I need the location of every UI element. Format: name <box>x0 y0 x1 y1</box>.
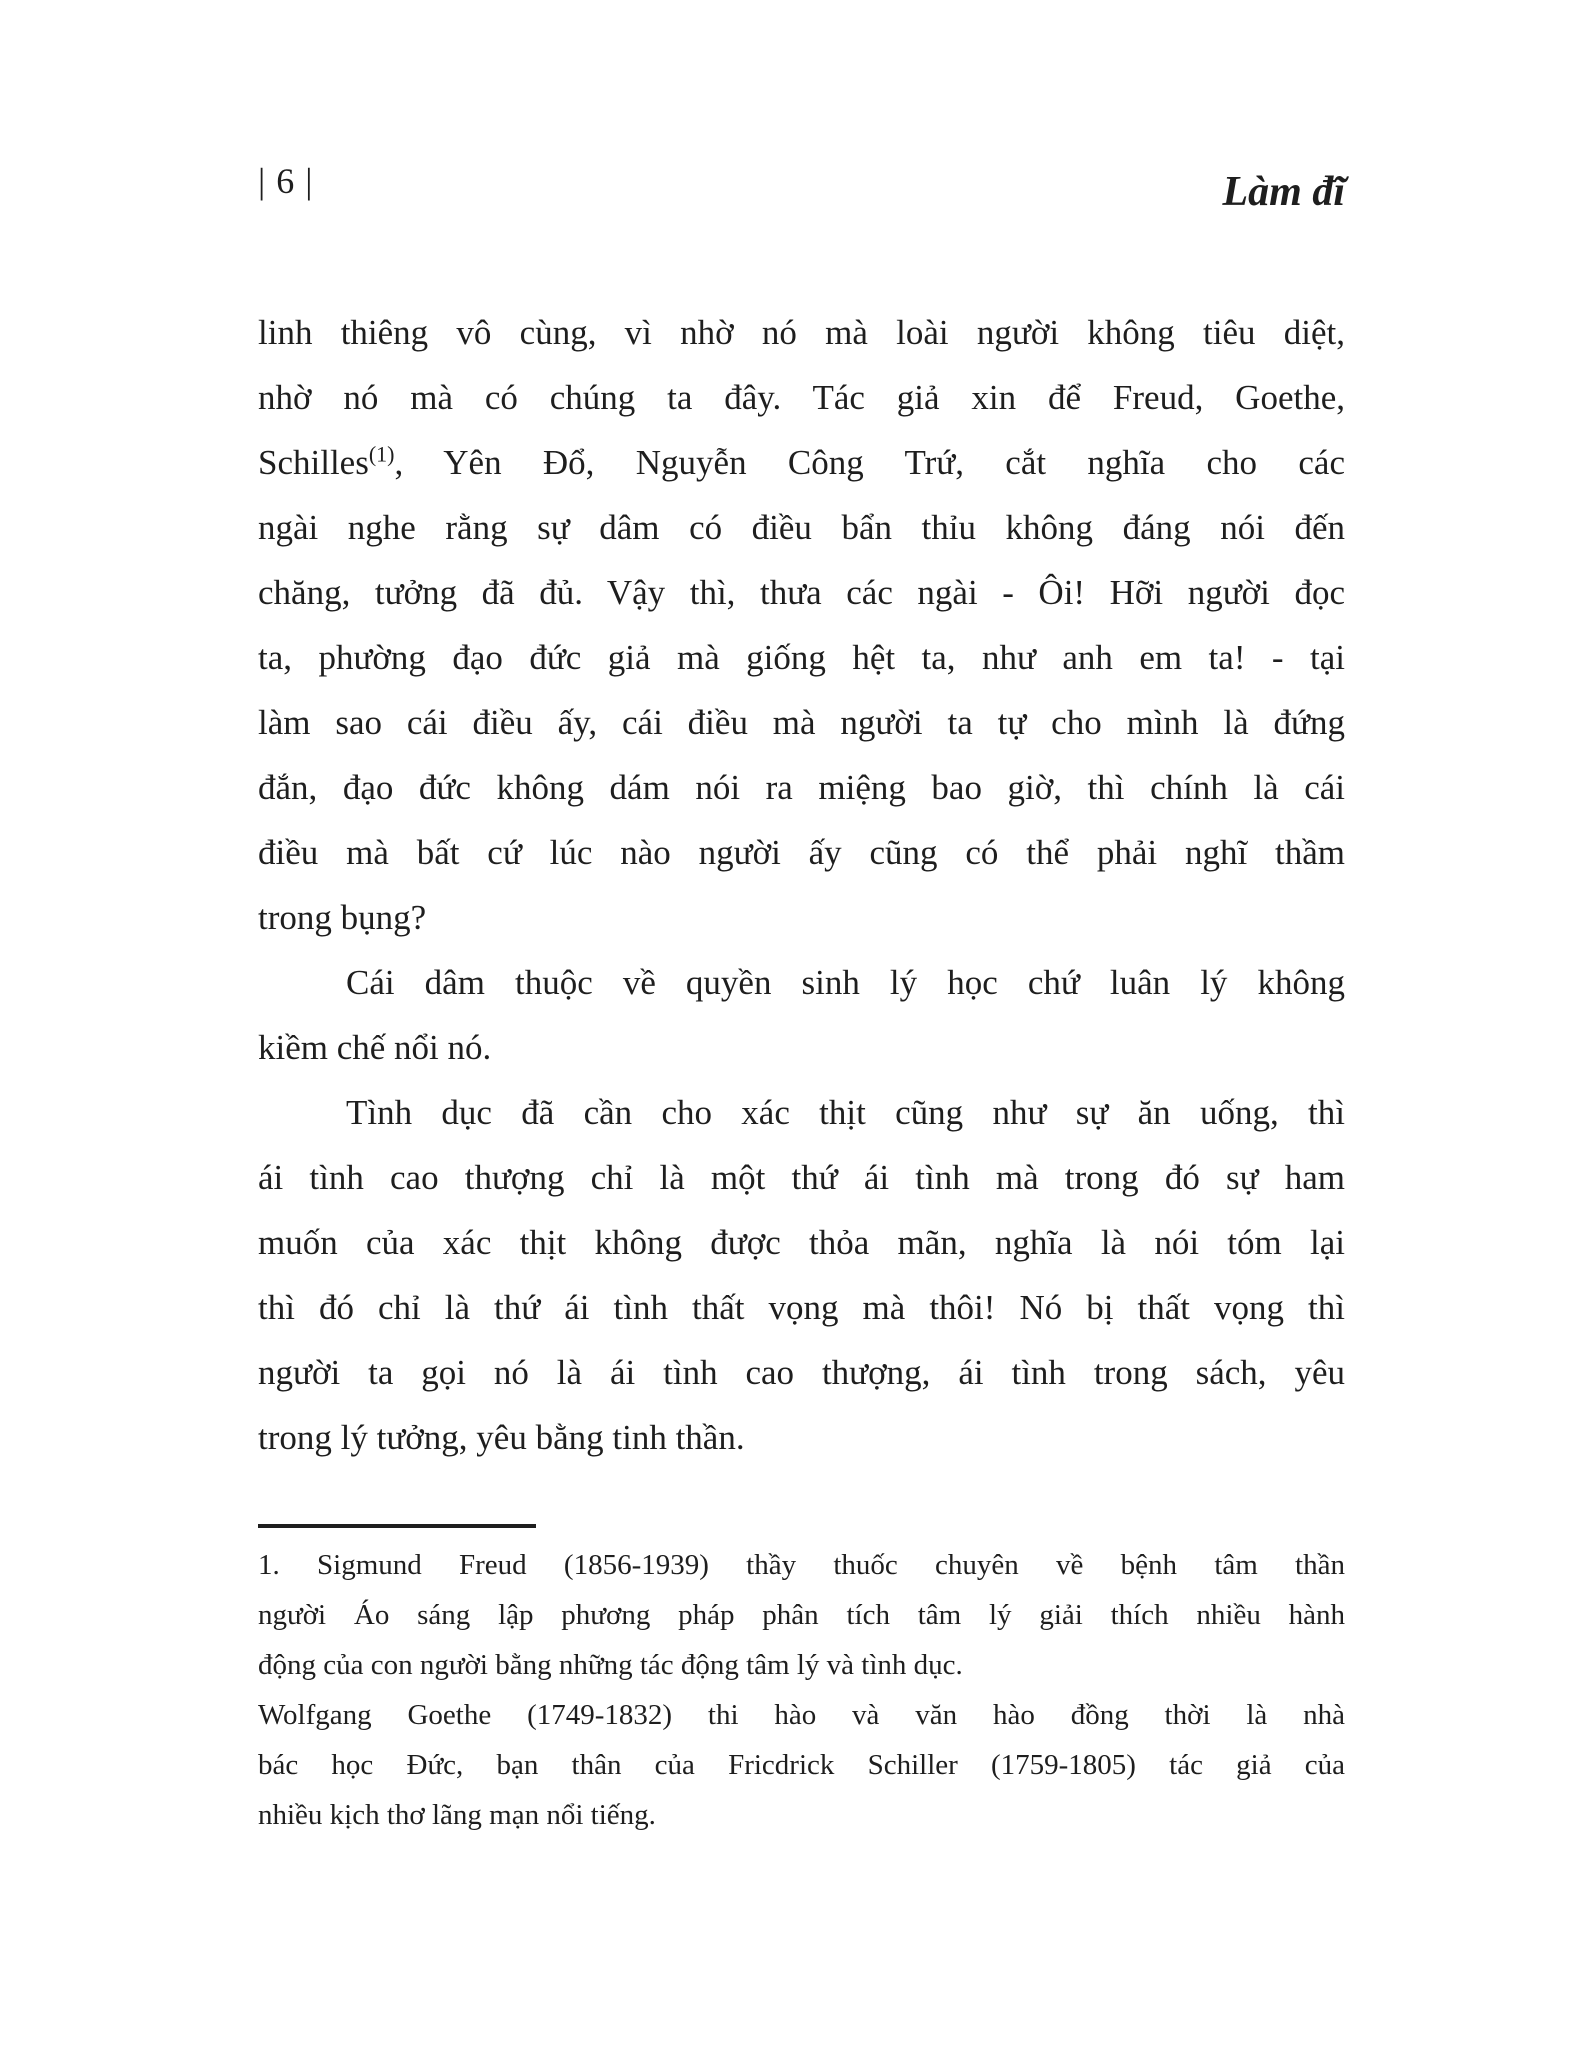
body-line-rest: , Yên Đổ, Nguyễn Công Trứ, cắt nghĩa cho các <box>394 443 1345 482</box>
body-line: ta, phường đạo đức giả mà giống hệt ta, như anh em ta! - tại <box>258 638 1345 677</box>
body-line <box>258 430 1345 495</box>
body-text <box>258 300 1345 1470</box>
body-line: kiềm chế nổi nó. <box>258 1028 492 1067</box>
footnote-divider <box>258 1524 536 1528</box>
body-line: Cái dâm thuộc về quyền sinh lý học chứ luân lý không <box>346 963 1345 1002</box>
body-line: thì đó chỉ là thứ ái tình thất vọng mà thôi! Nó bị thất vọng thì <box>258 1288 1345 1327</box>
body-line: đắn, đạo đức không dám nói ra miệng bao giờ, thì chính là cái <box>258 768 1345 807</box>
body-line: linh thiêng vô cùng, vì nhờ nó mà loài người không tiêu diệt, <box>258 313 1345 352</box>
footnote-line: người Áo sáng lập phương pháp phân tích tâm lý giải thích nhiều hành <box>258 1599 1345 1631</box>
body-line: ái tình cao thượng chỉ là một thứ ái tình mà trong đó sự ham <box>258 1158 1345 1197</box>
body-line: trong lý tưởng, yêu bằng tinh thần. <box>258 1418 745 1457</box>
body-line: người ta gọi nó là ái tình cao thượng, ái tình trong sách, yêu <box>258 1353 1345 1392</box>
body-line: trong bụng? <box>258 898 427 937</box>
body-line: muốn của xác thịt không được thỏa mãn, nghĩa là nói tóm lại <box>258 1223 1345 1262</box>
footnote-line: 1. Sigmund Freud (1856-1939) thầy thuốc chuyên về bệnh tâm thần <box>258 1549 1345 1581</box>
body-line: chăng, tưởng đã đủ. Vậy thì, thưa các ngài - Ôi! Hỡi người đọc <box>258 573 1345 612</box>
body-line: làm sao cái điều ấy, cái điều mà người ta tự cho mình là đứng <box>258 703 1345 742</box>
body-line: Tình dục đã cần cho xác thịt cũng như sự ăn uống, thì <box>346 1093 1345 1132</box>
body-line: ngài nghe rằng sự dâm có điều bẩn thỉu không đáng nói đến <box>258 508 1345 547</box>
body-line: điều mà bất cứ lúc nào người ấy cũng có thể phải nghĩ thầm <box>258 833 1345 872</box>
footnote-line: bác học Đức, bạn thân của Fricdrick Schiller (1759-1805) tác giả của <box>258 1749 1345 1781</box>
footnote-line: nhiều kịch thơ lãng mạn nổi tiếng. <box>258 1799 656 1831</box>
body-line-start: Schilles <box>258 443 369 482</box>
footnotes <box>258 1540 1345 1840</box>
footnote-reference[interactable]: (1) <box>368 441 395 467</box>
page-number: | 6 | <box>258 161 314 201</box>
footnote-line: Wolfgang Goethe (1749-1832) thi hào và văn hào đồng thời là nhà <box>258 1699 1345 1731</box>
body-line: nhờ nó mà có chúng ta đây. Tác giả xin để Freud, Goethe, <box>258 378 1345 417</box>
footnote-line: động của con người bằng những tác động tâm lý và tình dục. <box>258 1649 963 1681</box>
running-title: Làm đĩ <box>1222 169 1345 215</box>
